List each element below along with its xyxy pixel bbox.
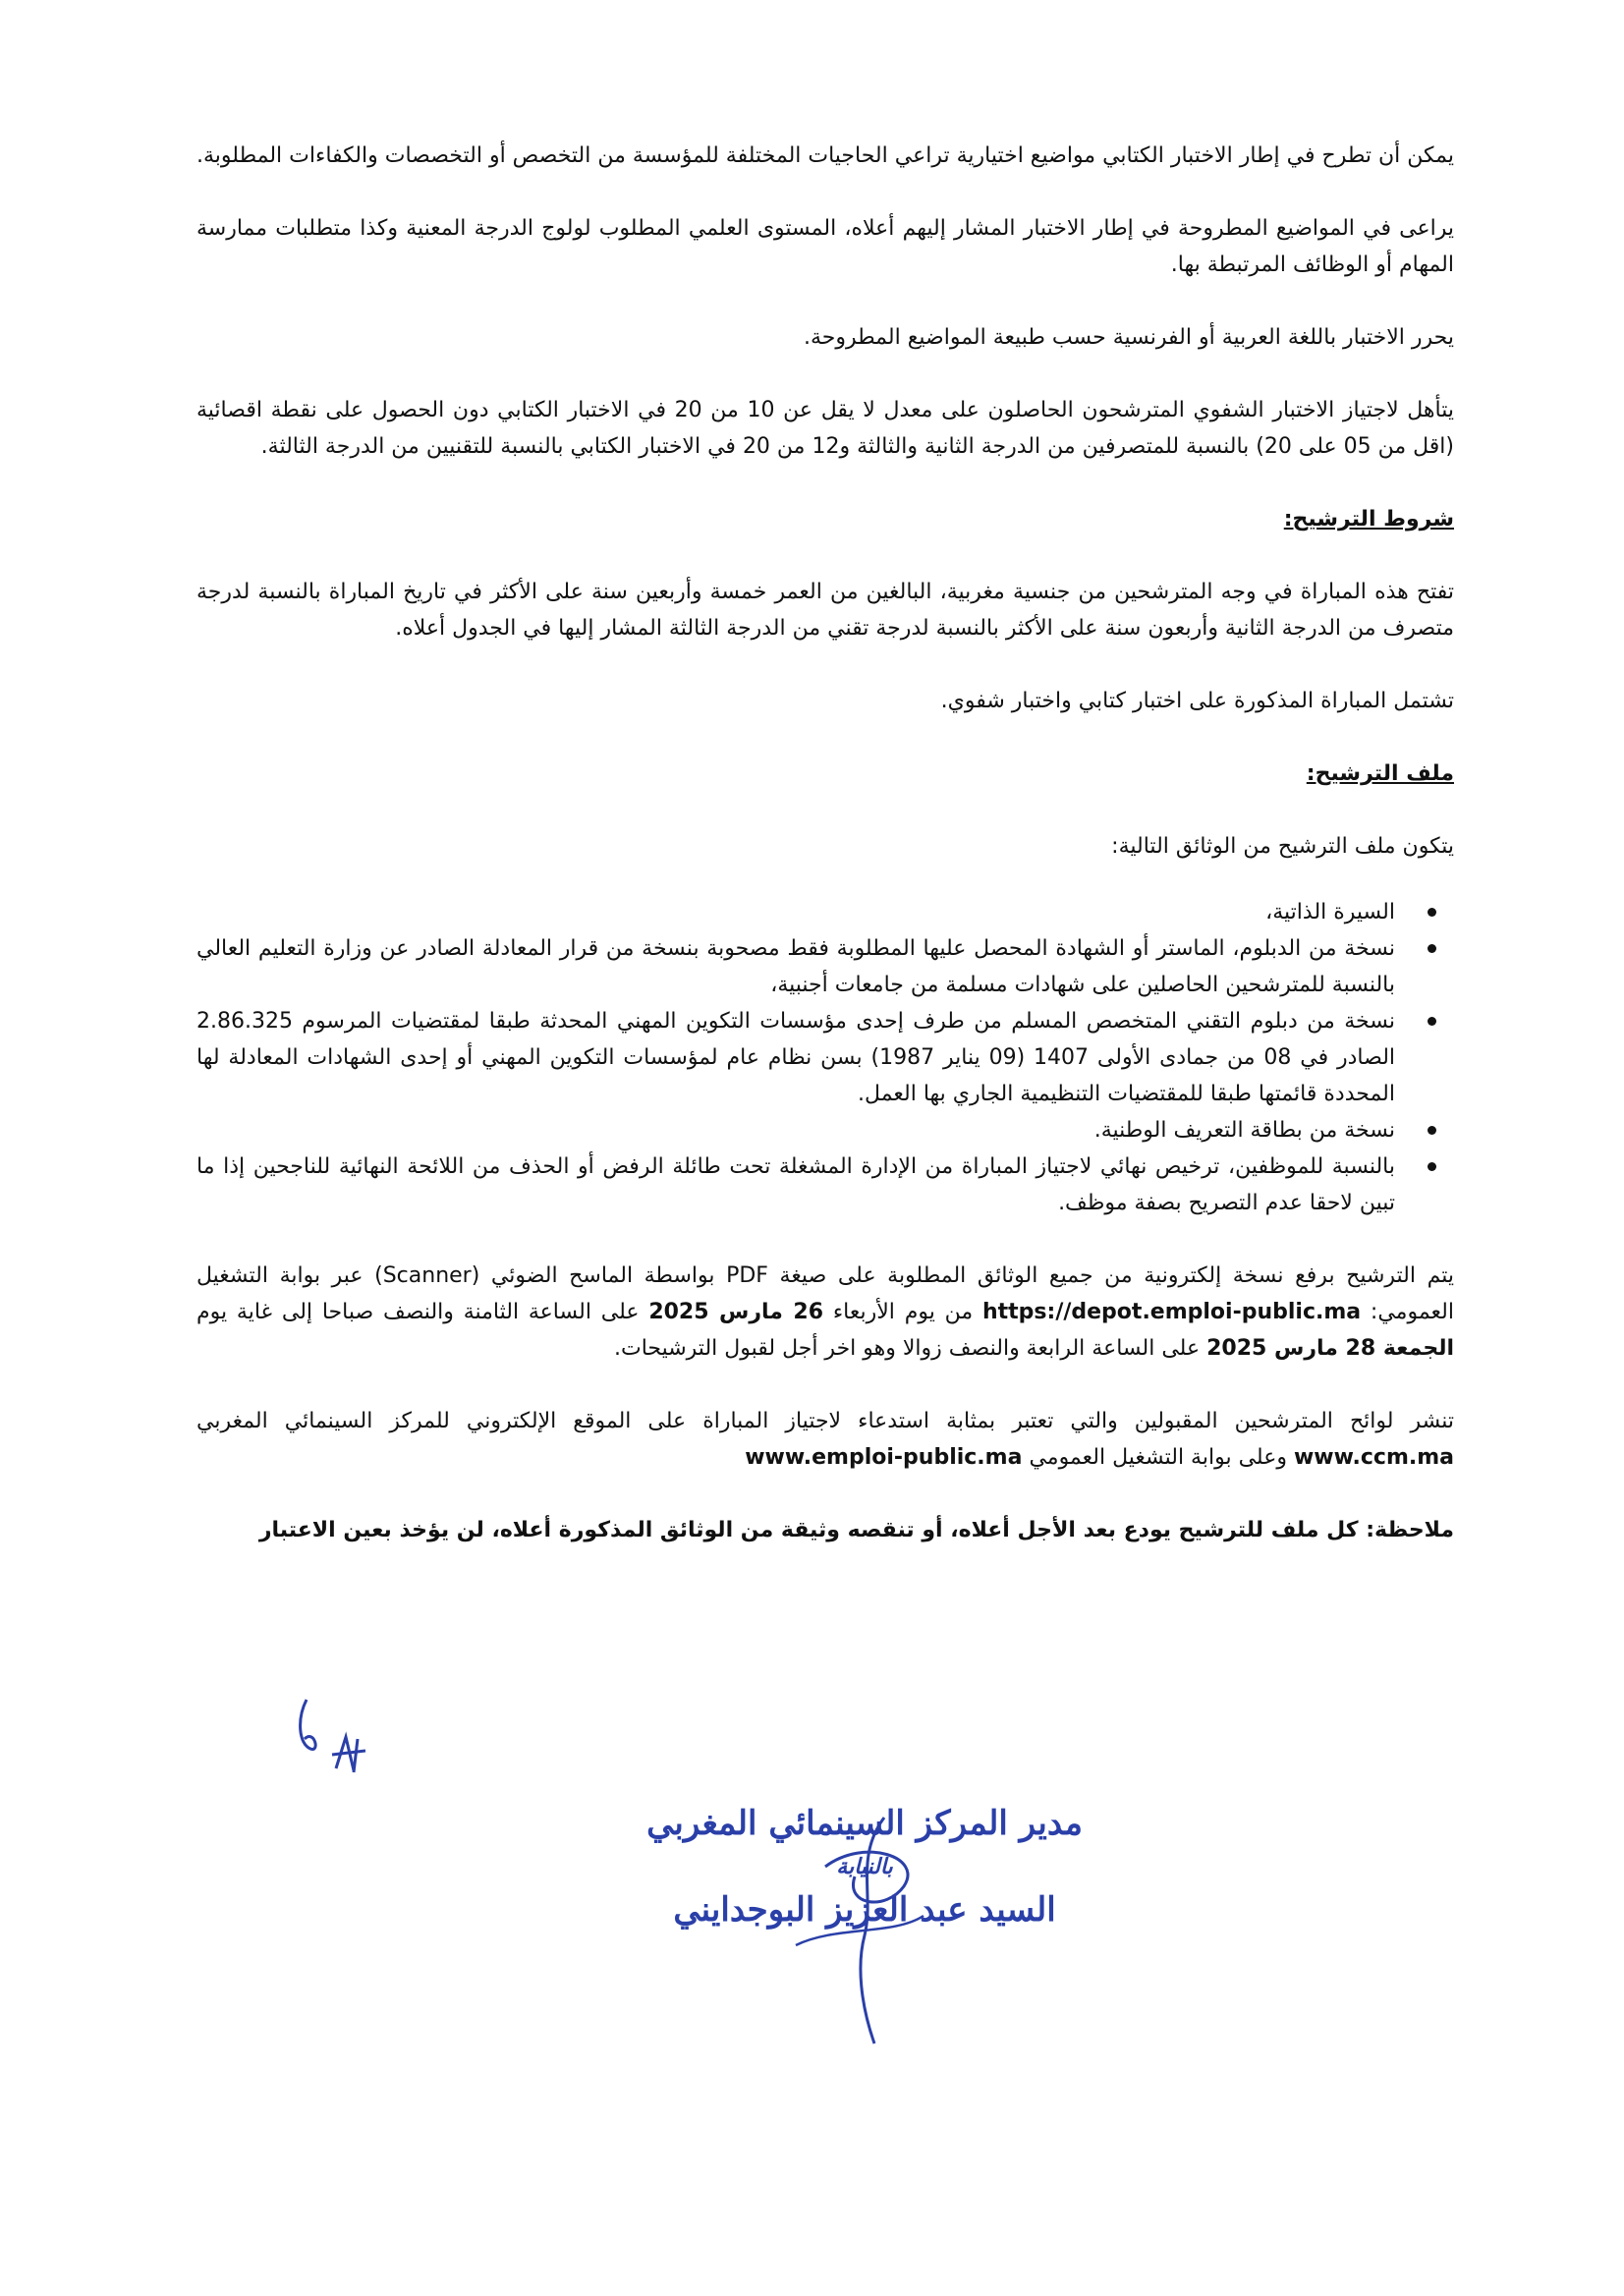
paragraph-submission: يتم الترشيح برفع نسخة إلكترونية من جميع الوثائق المطلوبة على صيغة PDF بواسطة الماسح الضوئي (Scanner) عبر بوابة التشغيل العمومي: https://depot.emploi-public.ma من يوم الأربعاء 26 مارس 2025 على الساعة الثامنة والنصف صباحا إلى غاية يوم الجمعة 28 مارس 2025 على الساعة الرابعة والنصف زوالا وهو اخر أجل لقبول الترشيحات. [196, 1263, 1454, 1361]
stamp-name: السيد عبد العزيز البوجدايني [673, 1890, 1056, 1930]
handwritten-initials [285, 1690, 393, 1798]
list-item: نسخة من دبلوم التقني المتخصص المسلم من طرف إحدى مؤسسات التكوين المهني المحدثة طبقا لمقتضيات المرسوم 2.86.325 الصادر في 08 من جمادى الأولى 1407 (09 يناير 1987) بسن نظام عام لمؤسسات التكوين المهني أو إحدى الشهادات المعادلة لها المحددة قائمتها طبقا للمقتضيات التنظيمية الجاري بها العمل. [196, 1003, 1395, 1112]
list-item: نسخة من الدبلوم، الماستر أو الشهادة المحصل عليها المطلوبة فقط مصحوبة بنسخة من قرار المعادلة الصادر عن وزارة التعليم العالي بالنسبة للمترشحين الحاصلين على شهادات مسلمة من جامعات أجنبية، [196, 930, 1395, 1003]
heading-conditions: شروط الترشيح: [1283, 507, 1454, 532]
paragraph-exam-composition: تشتمل المباراة المذكورة على اختبار كتابي واختبار شفوي. [940, 689, 1454, 713]
paragraph-publication: تنشر لوائح المترشحين المقبولين والتي تعتبر بمثابة استدعاء لاجتياز المباراة على الموقع الإلكتروني للمركز السينمائي المغربي www.ccm.ma وعلى بوابة التشغيل العمومي www.emploi-public.ma [196, 1409, 1454, 1470]
bullet-icon [1428, 1162, 1436, 1171]
document-list [196, 894, 1454, 1221]
stamp-interim: بالنيابة [836, 1854, 893, 1879]
submission-url[interactable]: https://depot.emploi-public.ma [981, 1300, 1362, 1324]
official-stamp [629, 1798, 1100, 2053]
bullet-icon [1428, 908, 1436, 917]
heading-application-file: ملف الترشيح: [1306, 761, 1454, 786]
paragraph-oral-qualification: يتأهل لاجتياز الاختبار الشفوي المترشحون الحاصلون على معدل لا يقل عن 10 من 20 في الاختبار الكتابي دون الحصول على نقطة اقصائية (اقل من 05 على 20) بالنسبة للمتصرفين من الدرجة الثانية والثالثة و12 من 20 في الاختبار الكتابي بالنسبة للتقنيين من الدرجة الثالثة. [196, 398, 1455, 459]
paragraph-optional-topics: يمكن أن تطرح في إطار الاختبار الكتابي مواضيع اختيارية تراعي الحاجيات المختلفة للمؤسسة من التخصص أو التخصصات والكفاءات المطلوبة. [196, 143, 1454, 168]
paragraph-file-intro: يتكون ملف الترشيح من الوثائق التالية: [1111, 834, 1454, 859]
signature [629, 1798, 1100, 2053]
paragraph-scientific-level: يراعى في المواضيع المطروحة في إطار الاختبار المشار إليهم أعلاه، المستوى العلمي المطلوب لولوج الدرجة المعنية وكذا متطلبات ممارسة المهام أو الوظائف المرتبطة بها. [196, 216, 1454, 277]
list-item: السيرة الذاتية، [196, 894, 1395, 930]
end-date: الجمعة 28 مارس 2025 [1206, 1336, 1454, 1361]
emploi-public-website-link[interactable]: www.emploi-public.ma [745, 1445, 1023, 1470]
bullet-icon [1428, 1017, 1436, 1026]
document-page [196, 138, 1454, 1548]
paragraph-exam-language: يحرر الاختبار باللغة العربية أو الفرنسية حسب طبيعة المواضيع المطروحة. [803, 325, 1454, 350]
note-late-submission: ملاحظة: كل ملف للترشيح يودع بعد الأجل أعلاه، أو تنقصه وثيقة من الوثائق المذكورة أعلاه، لن يؤخذ بعين الاعتبار [258, 1518, 1454, 1542]
ccm-website-link[interactable]: www.ccm.ma [1293, 1445, 1454, 1470]
bullet-icon [1428, 1126, 1436, 1135]
bullet-icon [1428, 944, 1436, 953]
list-item: بالنسبة للموظفين، ترخيص نهائي لاجتياز المباراة من الإدارة المشغلة تحت طائلة الرفض أو الحذف من اللائحة النهائية للناجحين إذا ما تبين لاحقا عدم التصريح بصفة موظف. [196, 1148, 1395, 1221]
stamp-title: مدير المركز السينمائي المغربي [646, 1804, 1083, 1843]
list-item: نسخة من بطاقة التعريف الوطنية. [196, 1112, 1395, 1148]
start-date: 26 مارس 2025 [648, 1300, 824, 1324]
paragraph-eligibility: تفتح هذه المباراة في وجه المترشحين من جنسية مغربية، البالغين من العمر خمسة وأربعين سنة على الأكثر في تاريخ المباراة بالنسبة لدرجة متصرف من الدرجة الثانية وأربعون سنة على الأكثر بالنسبة لدرجة تقني من الدرجة الثالثة المشار إليها في الجدول أعلاه. [196, 580, 1454, 641]
